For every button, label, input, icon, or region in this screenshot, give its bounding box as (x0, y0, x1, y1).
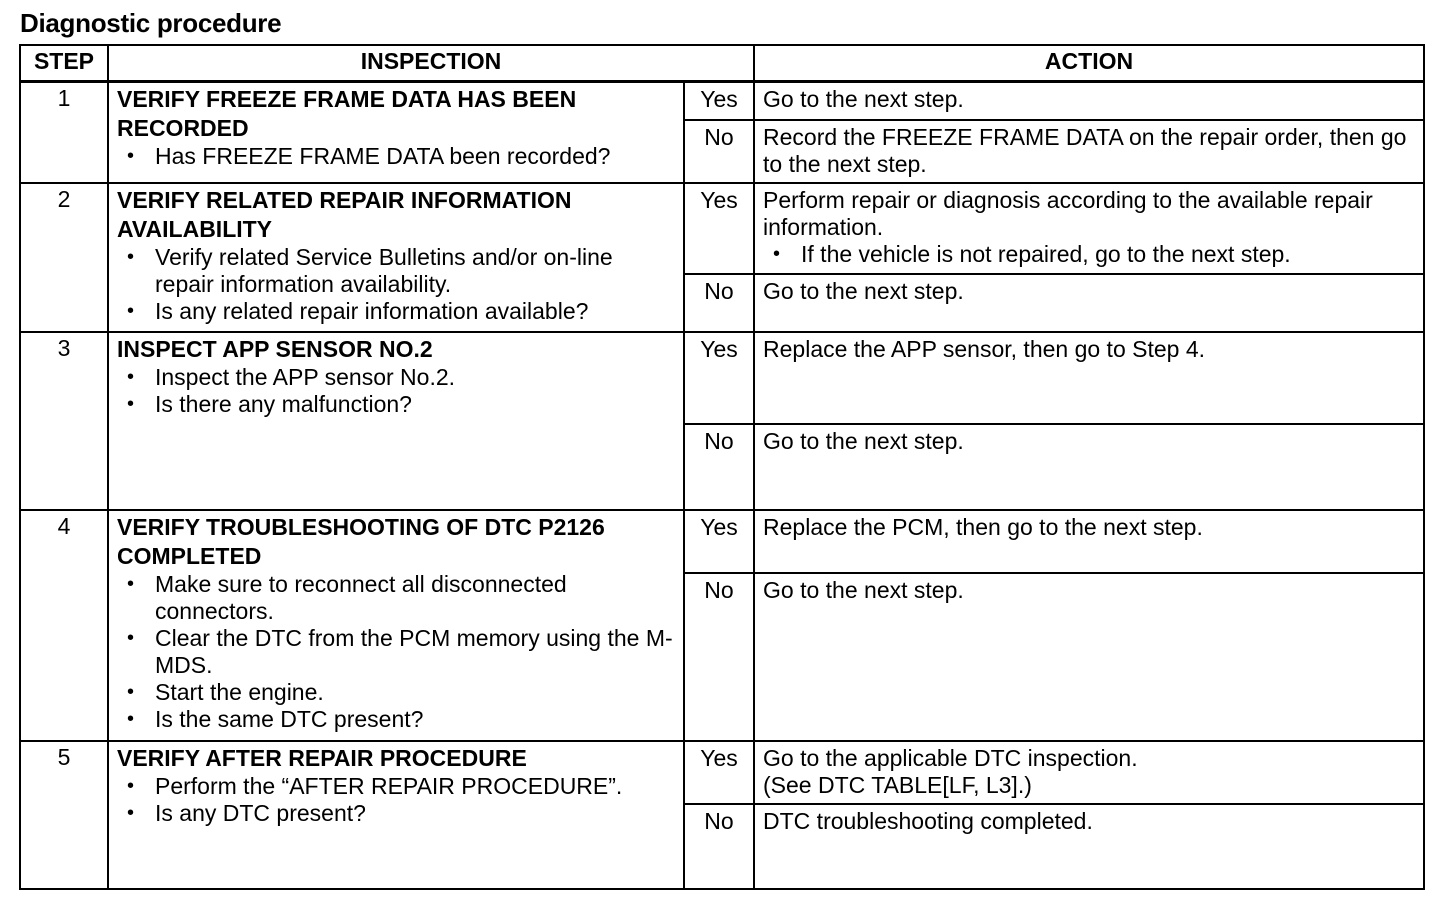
action-bullet: • If the vehicle is not repaired, go to the next step. (763, 241, 1417, 268)
bullet-item: • Inspect the APP sensor No.2. (117, 364, 677, 391)
action-text: Replace the PCM, then go to the next step. (763, 514, 1203, 540)
bullet-item: • Verify related Service Bulletins and/or on-line repair information availability. (117, 244, 677, 298)
yes-action (754, 82, 1424, 121)
inspection-title: VERIFY RELATED REPAIR INFORMATION AVAILABILITY (117, 187, 572, 242)
no-action (754, 573, 1424, 741)
header-action: ACTION (754, 45, 1424, 82)
inspection-cell (108, 510, 684, 741)
inspection-cell (108, 741, 684, 889)
inspection-cell (108, 183, 684, 332)
step-number: 1 (20, 82, 108, 184)
yes-action (754, 332, 1424, 424)
step-number: 4 (20, 510, 108, 741)
yes-label: Yes (684, 82, 754, 121)
bullet-item: • Start the engine. (117, 679, 677, 706)
inspection-title: VERIFY AFTER REPAIR PROCEDURE (117, 745, 527, 771)
action-text: Go to the next step. (763, 577, 964, 603)
header-inspection: INSPECTION (108, 45, 754, 82)
inspection-bullets (117, 244, 677, 325)
yes-label: Yes (684, 183, 754, 274)
action-text: DTC troubleshooting completed. (763, 808, 1093, 834)
action-text: (See DTC TABLE[LF, L3].) (763, 772, 1032, 798)
diagnostic-table (19, 44, 1425, 890)
step-number: 5 (20, 741, 108, 889)
no-action (754, 274, 1424, 332)
inspection-cell (108, 82, 684, 184)
bullet-item: • Is there any malfunction? (117, 391, 677, 418)
table-row (20, 741, 1424, 804)
inspection-title: VERIFY FREEZE FRAME DATA HAS BEEN RECORDED (117, 86, 577, 141)
action-text: Replace the APP sensor, then go to Step 4. (763, 336, 1206, 362)
action-text: Go to the next step. (763, 278, 964, 304)
inspection-bullets (117, 571, 677, 733)
yes-action (754, 510, 1424, 573)
yes-action (754, 183, 1424, 274)
table-row (20, 82, 1424, 121)
action-text: Go to the next step. (763, 428, 964, 454)
action-text: Go to the applicable DTC inspection. (763, 745, 1138, 771)
table-row (20, 510, 1424, 573)
yes-label: Yes (684, 510, 754, 573)
bullet-item: • Clear the DTC from the PCM memory using the M-MDS. (117, 625, 677, 679)
table-row (20, 332, 1424, 424)
inspection-bullets (117, 143, 677, 170)
bullet-item: • Is the same DTC present? (117, 706, 677, 733)
no-label: No (684, 804, 754, 889)
bullet-item: • Make sure to reconnect all disconnected connectors. (117, 571, 677, 625)
action-text: Record the FREEZE FRAME DATA on the repair order, then go to the next step. (763, 124, 1407, 177)
page-title: Diagnostic procedure (20, 8, 282, 38)
no-action (754, 804, 1424, 889)
yes-action (754, 741, 1424, 804)
header-step: STEP (20, 45, 108, 82)
bullet-item: • Has FREEZE FRAME DATA been recorded? (117, 143, 677, 170)
step-number: 2 (20, 183, 108, 332)
yes-label: Yes (684, 741, 754, 804)
bullet-item: • Is any related repair information available? (117, 298, 677, 325)
yes-label: Yes (684, 332, 754, 424)
no-label: No (684, 573, 754, 741)
inspection-cell (108, 332, 684, 510)
table-row (20, 183, 1424, 274)
step-number: 3 (20, 332, 108, 510)
bullet-item: • Is any DTC present? (117, 800, 677, 827)
bullet-item: • Perform the “AFTER REPAIR PROCEDURE”. (117, 773, 677, 800)
header-row (20, 45, 1424, 82)
no-action (754, 424, 1424, 510)
no-label: No (684, 424, 754, 510)
inspection-bullets (117, 773, 677, 827)
action-text: Go to the next step. (763, 86, 964, 112)
action-text: Perform repair or diagnosis according to the available repair information. (763, 187, 1373, 240)
no-label: No (684, 120, 754, 183)
inspection-title: INSPECT APP SENSOR NO.2 (117, 336, 433, 362)
inspection-title: VERIFY TROUBLESHOOTING OF DTC P2126 COMPLETED (117, 514, 605, 569)
inspection-bullets (117, 364, 677, 418)
no-action (754, 120, 1424, 183)
no-label: No (684, 274, 754, 332)
